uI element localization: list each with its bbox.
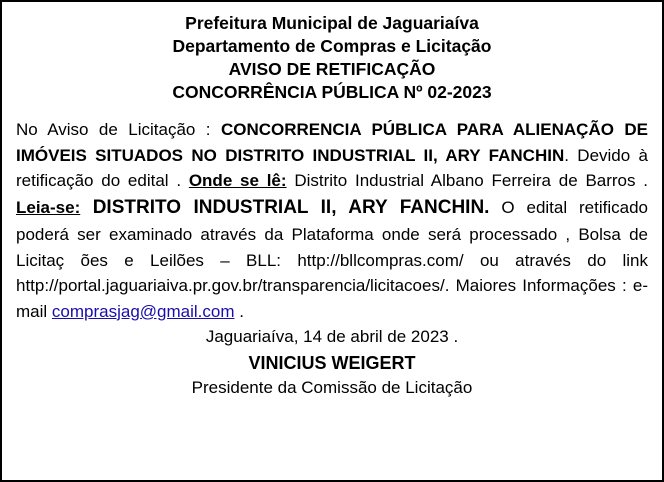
subject-text: CONCORRENCIA PÚBLICA PARA ALIENAÇÃO DE IMÓVEIS SITUADOS NO DISTRITO INDUSTRIAL II, ARY FANCHIN — [16, 120, 648, 165]
bll-url[interactable]: http://bllcompras.com/ — [297, 250, 464, 270]
document-header — [16, 12, 648, 104]
contact-label: Maiores Informações : e-mail — [16, 276, 648, 321]
contact-email-link[interactable]: comprasjag@gmail.com — [51, 301, 235, 321]
read-value: DISTRITO INDUSTRIAL II, ARY FANCHIN. — [80, 196, 490, 218]
where-reads-value: Distrito Industrial Albano Ferreira de Barros . — [286, 171, 648, 191]
paragraph-rest: O edital retificado poderá ser examinado através da Plataforma onde será processado , Bolsa de Licitaç ões e Leilões – BLL: — [16, 197, 649, 270]
signer-name: VINICIUS WEIGERT — [248, 352, 416, 373]
middle-text: ou através do link — [463, 250, 649, 270]
where-reads-label: Onde se lê: — [188, 171, 287, 191]
document-body — [16, 117, 648, 400]
location-date: Jaguariaíva, 14 de abril de 2023 . — [205, 327, 459, 347]
notice-paragraph — [16, 117, 648, 324]
read-label: Leia-se: — [16, 197, 81, 217]
after-subject-text: . Devido à retificação do edital . — [16, 145, 648, 191]
signer-role: Presidente da Comissão de Licitação — [191, 377, 473, 397]
portal-url[interactable]: http://portal.jaguariaiva.pr.gov.br/transparencia/licitacoes/. — [16, 276, 450, 296]
intro-text: No Aviso de Licitação : — [16, 120, 221, 140]
contact-suffix: . — [234, 301, 244, 321]
header-line-department: Departamento de Compras e Licitação — [172, 36, 492, 57]
header-line-municipality: Prefeitura Municipal de Jaguariaíva — [185, 13, 479, 33]
header-line-notice-type: AVISO DE RETIFICAÇÃO — [228, 59, 436, 80]
header-line-bid-number: CONCORRÊNCIA PÚBLICA Nº 02-2023 — [172, 82, 492, 103]
